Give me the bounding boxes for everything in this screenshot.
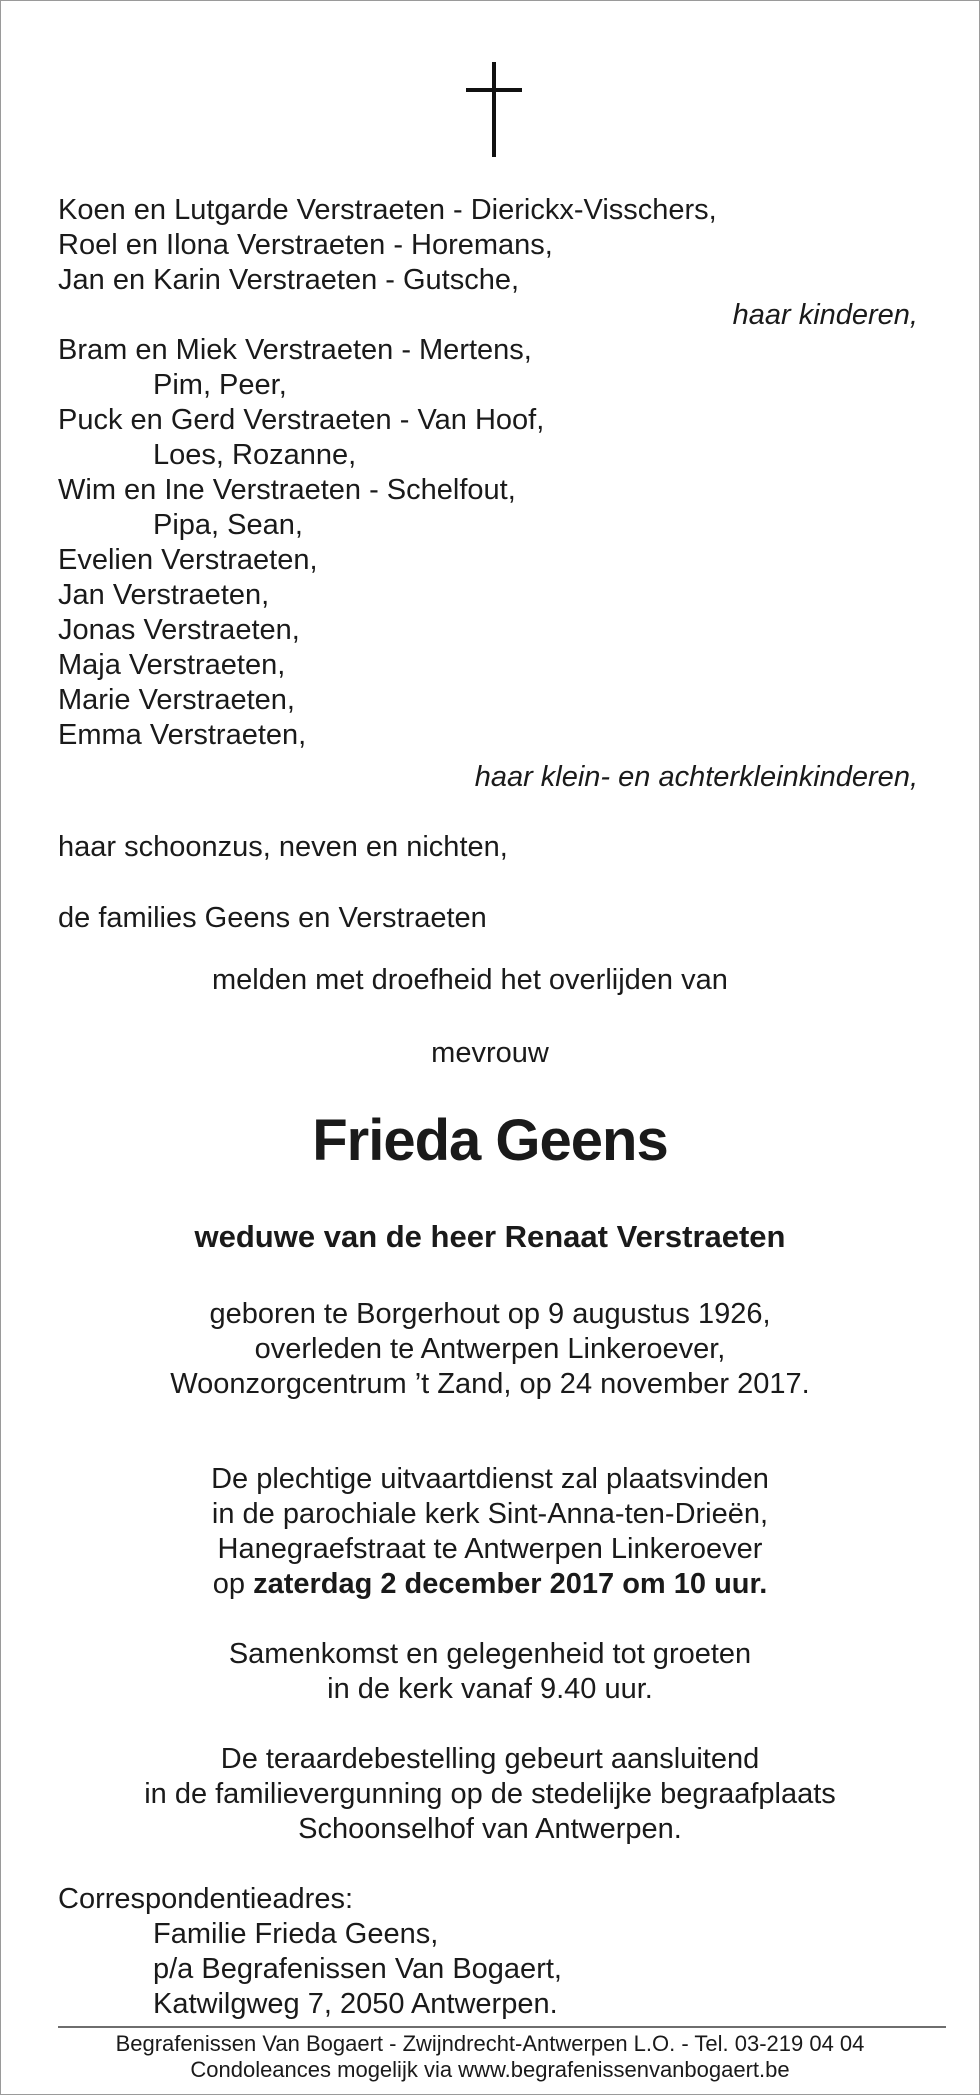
family-line: Koen en Lutgarde Verstraeten - Dierickx-Visschers,	[58, 194, 717, 226]
grandchildren-label: haar klein- en achterkleinkinderen,	[474, 761, 918, 793]
address-line: Familie Frieda Geens,	[153, 1918, 439, 1950]
service-date: zaterdag 2 december 2017 om 10 uur.	[253, 1568, 768, 1600]
footer-contact: Begrafenissen Van Bogaert - Zwijndrecht-Antwerpen L.O. - Tel. 03-219 04 04	[115, 2031, 865, 2056]
footer-divider	[58, 2026, 946, 2028]
service-line: Hanegraefstraat te Antwerpen Linkeroever	[217, 1533, 763, 1565]
gathering-line: in de kerk vanaf 9.40 uur.	[327, 1673, 653, 1705]
service-line: in de parochiale kerk Sint-Anna-ten-Drieën,	[211, 1498, 769, 1530]
family-line: Jan en Karin Verstraeten - Gutsche,	[58, 264, 520, 296]
service-date-line	[0, 1567, 980, 1602]
life-line: Woonzorgcentrum ’t Zand, op 24 november 2017.	[170, 1368, 810, 1400]
life-line: overleden te Antwerpen Linkeroever,	[254, 1333, 726, 1365]
grandchild-line: Loes, Rozanne,	[153, 439, 357, 471]
grandchild-line: Evelien Verstraeten,	[58, 544, 318, 576]
deceased-name: Frieda Geens	[312, 1108, 668, 1173]
grandchild-line: Wim en Ine Verstraeten - Schelfout,	[58, 474, 516, 506]
grandchild-line: Pipa, Sean,	[153, 509, 303, 541]
grandchild-line: Puck en Gerd Verstraeten - Van Hoof,	[58, 404, 545, 436]
family-line: Roel en Ilona Verstraeten - Horemans,	[58, 229, 553, 261]
grandchild-line: Jonas Verstraeten,	[58, 614, 300, 646]
burial-line: Schoonselhof van Antwerpen.	[298, 1813, 682, 1845]
grandchild-line: Maja Verstraeten,	[58, 649, 286, 681]
service-date-prefix: op	[212, 1568, 254, 1600]
cross-icon	[463, 62, 525, 157]
grandchild-line: Pim, Peer,	[153, 369, 287, 401]
address-line: p/a Begrafenissen Van Bogaert,	[153, 1953, 562, 1985]
service-line: De plechtige uitvaartdienst zal plaatsvinden	[211, 1463, 769, 1495]
families-line: de families Geens en Verstraeten	[58, 902, 487, 934]
honorific: mevrouw	[431, 1037, 549, 1069]
correspondence-label: Correspondentieadres:	[58, 1883, 354, 1915]
grandchild-line: Bram en Miek Verstraeten - Mertens,	[58, 334, 532, 366]
widow-of-line: weduwe van de heer Renaat Verstraeten	[194, 1219, 786, 1254]
in-laws-line: haar schoonzus, neven en nichten,	[58, 831, 508, 863]
grandchild-line: Emma Verstraeten,	[58, 719, 307, 751]
gathering-line: Samenkomst en gelegenheid tot groeten	[228, 1638, 752, 1670]
grandchild-line: Jan Verstraeten,	[58, 579, 270, 611]
announcement-line: melden met droefheid het overlijden van	[212, 964, 728, 996]
address-line: Katwilgweg 7, 2050 Antwerpen.	[153, 1988, 558, 2020]
grandchild-line: Marie Verstraeten,	[58, 684, 295, 716]
footer-condolences: Condoleances mogelijk via www.begrafenissenvanbogaert.be	[190, 2057, 790, 2082]
life-line: geboren te Borgerhout op 9 augustus 1926,	[209, 1298, 771, 1330]
burial-line: in de familievergunning op de stedelijke begraafplaats	[144, 1778, 836, 1810]
burial-line: De teraardebestelling gebeurt aansluitend	[220, 1743, 760, 1775]
children-label: haar kinderen,	[732, 299, 918, 331]
